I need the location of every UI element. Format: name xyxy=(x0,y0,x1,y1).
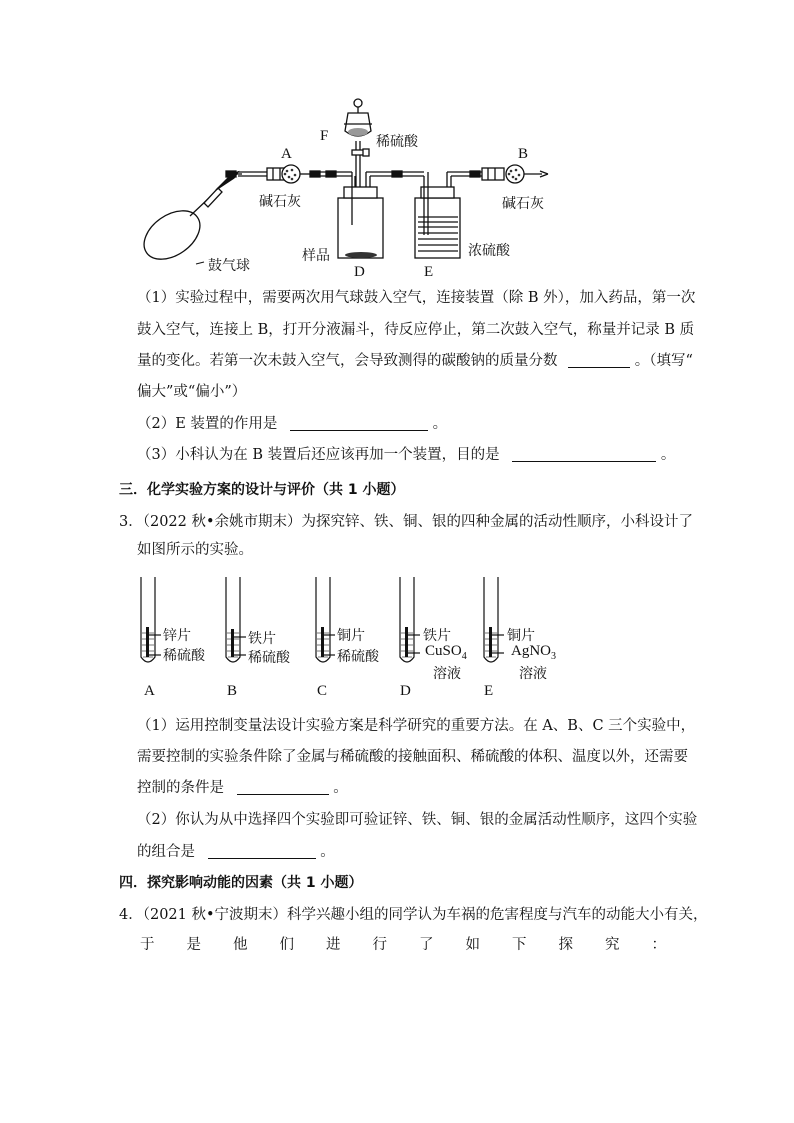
section3-q1-line2: 需要控制的实验条件除了金属与稀硫酸的接触面积、稀硫酸的体积、温度以外，还需要 xyxy=(137,749,688,765)
tube-E-formula-sub: 3 xyxy=(551,651,556,662)
q2-part1-line3-text: 量的变化。若第一次未鼓入空气，会导致测得的碳酸钠的质量分数 xyxy=(137,353,558,369)
tube-D-letter: D xyxy=(400,683,411,699)
section3-q2-answer-blank[interactable] xyxy=(208,842,316,859)
section3-heading: 三．化学实验方案的设计与评价（共 1 小题） xyxy=(119,482,405,498)
intro2-char: 他 xyxy=(233,937,248,953)
tube-D-metal: 铁片 xyxy=(423,628,451,644)
tube-C-solution: 稀硫酸 xyxy=(337,649,379,665)
tube-A-letter: A xyxy=(144,683,155,699)
intro2-char: 是 xyxy=(186,937,201,953)
label-F: F xyxy=(320,128,329,144)
q2-part1-line2: 鼓入空气，连接上 B，打开分液漏斗，待反应停止，第二次鼓入空气，称量并记录 B 质 xyxy=(137,322,695,338)
label-bulb: 鼓气球 xyxy=(208,258,250,274)
test-tubes-figure xyxy=(135,575,575,699)
tube-A-solution: 稀硫酸 xyxy=(163,648,205,664)
section3-q2-line1: （2）你认为从中选择四个实验即可验证锌、铁、铜、银的金属活动性顺序，这四个实验 xyxy=(137,812,698,828)
section3-q1-tail: 。 xyxy=(333,780,348,796)
tube-D-solution xyxy=(425,643,467,662)
section4-heading: 四．探究影响动能的因素（共 1 小题） xyxy=(119,875,363,891)
q2-part1-line1: （1）实验过程中，需要两次用气球鼓入空气，连接装置（除 B 外），加入药品，第一次 xyxy=(137,290,696,306)
label-dilute-acid: 稀硫酸 xyxy=(376,134,418,150)
intro2-char: 们 xyxy=(279,937,294,953)
tube-A-metal: 锌片 xyxy=(163,628,191,644)
apparatus-figure xyxy=(130,95,560,285)
section4-intro-line2 xyxy=(140,933,666,954)
intro2-char: 下 xyxy=(512,937,527,953)
intro2-char: 如 xyxy=(465,937,480,953)
tube-D-formula: CuSO xyxy=(425,643,462,659)
label-D: D xyxy=(354,264,365,280)
q2-part1-line3-tail: 。（填写“ xyxy=(634,353,693,369)
section3-q1-line1: （1）运用控制变量法设计实验方案是科学研究的重要方法。在 A、B、C 三个实验中， xyxy=(137,718,696,734)
section3-q1-line3-text: 控制的条件是 xyxy=(137,780,224,796)
q2-part1-line3 xyxy=(137,346,693,377)
tube-C-letter: C xyxy=(317,683,328,699)
tube-E-solution xyxy=(511,643,556,662)
q2-part2-answer-blank[interactable] xyxy=(290,414,428,431)
intro2-char: 了 xyxy=(419,937,434,953)
tube-D-formula-sub: 4 xyxy=(461,651,467,662)
section3-intro-line2: 如图所示的实验。 xyxy=(137,542,253,558)
q2-part2-text: （2）E 装置的作用是 xyxy=(137,416,278,432)
tube-D-solution-extra: 溶液 xyxy=(433,666,461,682)
intro2-char: 行 xyxy=(372,937,387,953)
q2-part2 xyxy=(137,409,677,440)
label-soda-lime-left: 碱石灰 xyxy=(259,194,301,210)
label-B: B xyxy=(518,146,529,162)
tube-E-metal: 铜片 xyxy=(507,628,535,644)
label-soda-lime-right: 碱石灰 xyxy=(502,196,544,212)
q2-part1-answer-blank[interactable] xyxy=(568,351,630,368)
q2-part2-tail: 。 xyxy=(432,416,448,432)
tube-B-letter: B xyxy=(227,683,238,699)
q2-part1-line4: 偏大”或“偏小”） xyxy=(137,384,247,400)
label-E: E xyxy=(424,264,434,280)
label-conc-acid: 浓硫酸 xyxy=(468,243,510,259)
label-sample: 样品 xyxy=(302,248,330,264)
tube-B-solution: 稀硫酸 xyxy=(248,650,290,666)
section3-intro-line1: 3．（2022 秋•余姚市期末）为探究锌、铁、铜、银的四种金属的活动性顺序，小科设计了 xyxy=(119,514,694,530)
intro2-char: 究 xyxy=(605,937,620,953)
tube-B-metal: 铁片 xyxy=(248,631,276,647)
section4-intro-line1: 4．（2021 秋•宁波期末）科学兴趣小组的同学认为车祸的危害程度与汽车的动能大小有关， xyxy=(119,907,708,923)
intro2-char: 进 xyxy=(326,937,341,953)
q2-part3 xyxy=(137,440,677,471)
tube-E-formula: AgNO xyxy=(511,643,551,659)
q2-part3-tail: 。 xyxy=(660,447,676,463)
section3-q1-answer-blank[interactable] xyxy=(237,778,329,795)
section3-q2-line2 xyxy=(137,837,677,868)
intro2-char: 于 xyxy=(140,937,155,953)
q2-part3-answer-blank[interactable] xyxy=(512,445,656,462)
tube-C-metal: 铜片 xyxy=(337,628,365,644)
section3-q2-tail: 。 xyxy=(320,844,335,860)
q2-part3-text: （3）小科认为在 B 装置后还应该再加一个装置，目的是 xyxy=(137,447,500,463)
section3-q2-line2-text: 的组合是 xyxy=(137,844,195,860)
label-A: A xyxy=(281,146,292,162)
intro2-char: ： xyxy=(651,937,666,953)
section3-q1-line3 xyxy=(137,773,677,804)
intro2-char: 探 xyxy=(558,937,573,953)
tube-E-letter: E xyxy=(484,683,494,699)
tube-E-solution-extra: 溶液 xyxy=(519,666,547,682)
